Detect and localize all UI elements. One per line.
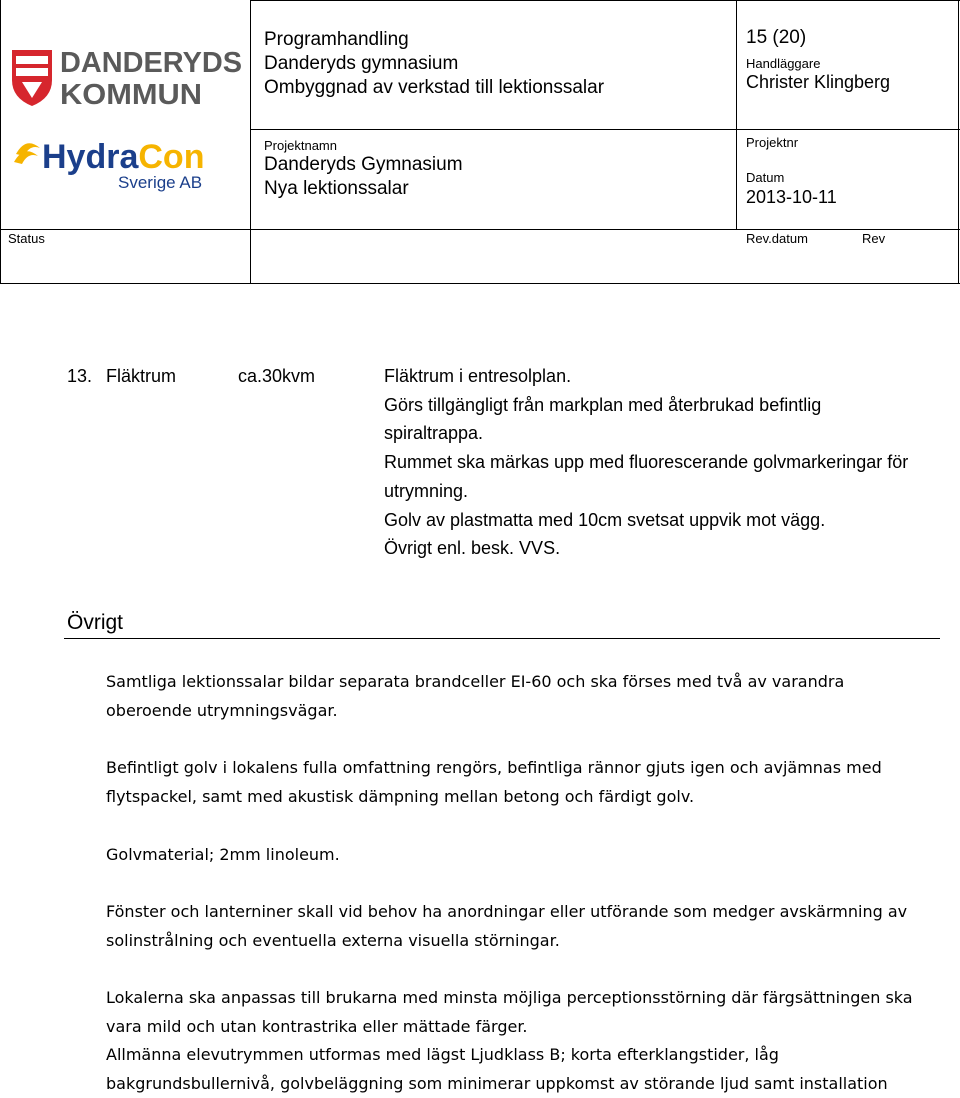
hydracon-logo	[10, 132, 245, 192]
revdatum-label: Rev.datum	[746, 231, 808, 246]
datum-label: Datum	[746, 170, 785, 185]
danderyds-kommun-logo	[10, 42, 245, 108]
paragraph-line: Lokalerna ska anpassas till brukarna med minsta möjliga perceptionsstörning där färgsättningen ska	[106, 988, 913, 1007]
paragraph-line: Allmänna elevutrymmen utformas med lägst Ljudklass B; korta efterklangstider, låg	[106, 1045, 779, 1064]
projektnr-label: Projektnr	[746, 135, 799, 150]
header-divider-2	[736, 0, 737, 230]
section-13-line: utrymning.	[384, 480, 469, 501]
ovrigt-heading: Övrigt	[67, 611, 124, 634]
section-13-line: spiraltrappa.	[384, 423, 484, 444]
page-number: 15 (20)	[746, 27, 807, 48]
doc-type: Programhandling	[264, 29, 409, 50]
crest-icon	[12, 50, 52, 106]
ovrigt-heading-rule	[64, 638, 940, 639]
paragraph-line: Golvmaterial; 2mm linoleum.	[106, 845, 340, 864]
header-top-line	[250, 0, 960, 1]
paragraph-line: Fönster och lanterniner skall vid behov ha anordningar eller utförande som medger avskärmning av	[106, 902, 908, 921]
rev-label: Rev	[862, 231, 886, 246]
paragraph-floor	[106, 753, 942, 811]
logo-line2: KOMMUN	[60, 79, 202, 108]
header-row-line-2	[0, 229, 960, 230]
section-13-line: Rummet ska märkas upp med fluorescerande golvmarkeringar för	[384, 452, 909, 473]
projektnamn-line1: Danderyds Gymnasium	[264, 154, 463, 175]
handlaggare-label: Handläggare	[746, 56, 821, 71]
project-description: Ombyggnad av verkstad till lektionssalar	[264, 77, 605, 98]
logo-sverige: Sverige AB	[118, 173, 203, 192]
section-13-area: ca.30kvm	[238, 366, 316, 386]
logo-hydra: Hydra	[42, 138, 139, 176]
section-13-line: Fläktrum i entresolplan.	[384, 366, 572, 386]
paragraph-line: solinstrålning och eventuella externa visuella störningar.	[106, 931, 560, 950]
section-13-line: Golv av plastmatta med 10cm svetsat uppvik mot vägg.	[384, 509, 826, 530]
header-divider-1	[250, 0, 251, 284]
paragraph-line: bakgrundsbullernivå, golvbeläggning som minimerar uppkomst av störande ljud samt installation	[106, 1074, 888, 1093]
paragraph-line: Samtliga lektionssalar bildar separata brandceller EI-60 och ska förses med två av varandra	[106, 672, 845, 691]
paragraph-fire-cells	[106, 667, 942, 725]
projektnamn-line2: Nya lektionssalar	[264, 178, 409, 199]
header-border-left	[0, 0, 1, 284]
section-13-number: 13.	[67, 366, 93, 386]
section-13-line: Görs tillgängligt från markplan med återbrukad befintlig	[384, 394, 822, 415]
projektnamn-label: Projektnamn	[264, 138, 337, 153]
header-row-line-1	[250, 129, 960, 130]
datum-value: 2013-10-11	[746, 187, 837, 207]
paragraph-colors	[106, 983, 942, 1041]
section-13-name: Fläktrum	[106, 366, 177, 386]
school-name: Danderyds gymnasium	[264, 53, 459, 74]
header-divider-right	[958, 0, 959, 284]
paragraph-line: vara mild och utan kontrastrika eller mättade färger.	[106, 1017, 528, 1036]
svg-text:HydraCon	[42, 138, 204, 176]
paragraph-windows	[106, 897, 942, 955]
header-bottom-line	[0, 283, 960, 284]
paragraph-floor-material	[106, 840, 942, 869]
handlaggare-value: Christer Klingberg	[746, 72, 891, 92]
paragraph-acoustics	[106, 1040, 942, 1098]
logo-con: Con	[138, 138, 205, 176]
paragraph-line: Befintligt golv i lokalens fulla omfattning rengörs, befintliga rännor gjuts igen och avjämnas med	[106, 758, 882, 777]
section-13-line: Övrigt enl. besk. VVS.	[384, 538, 561, 559]
logo-line1: DANDERYDS	[60, 47, 242, 79]
hydracon-swoosh-icon	[14, 143, 40, 164]
status-label: Status	[8, 231, 45, 246]
paragraph-line: flytspackel, samt med akustisk dämpning mellan betong och färdigt golv.	[106, 787, 695, 806]
paragraph-line: oberoende utrymningsvägar.	[106, 701, 338, 720]
section-13-description	[384, 362, 944, 563]
